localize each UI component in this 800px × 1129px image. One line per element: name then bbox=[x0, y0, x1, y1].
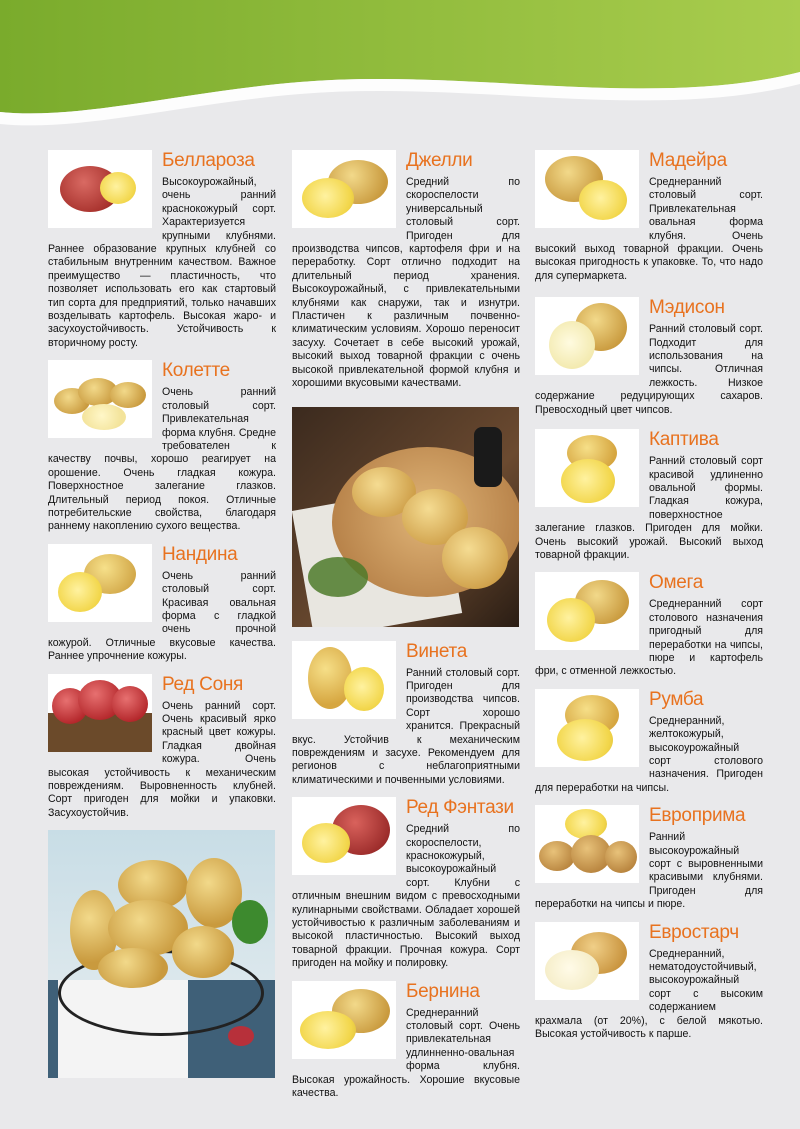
variety-description: Среднеранний, нематодоустойчивый, высокоурожайный сорт с высоким содержанием крахмала (от 20%), с белой мякотью. Высокая устойчивость к парше. bbox=[535, 947, 763, 1041]
column-right bbox=[535, 150, 763, 1042]
scoop-photo bbox=[292, 407, 519, 627]
variety-jelly bbox=[292, 150, 520, 391]
variety-name: Европрима bbox=[649, 805, 746, 827]
column-middle bbox=[292, 150, 520, 1100]
potato-photo bbox=[292, 641, 396, 719]
variety-description: Среднеранний, желтокожурый, высокоурожайный сорт столового назначения. Пригоден для переработки на чипсы. bbox=[535, 714, 763, 794]
potato-photo bbox=[292, 981, 396, 1059]
variety-description: Очень ранний столовый сорт. Привлекательная форма клубня. Средне требователен к качеству почвы, хорошо реагирует на орошение. Очень гладкая кожура. Поверхностное залегание глазков. Длительный период покоя. Отличные потребительские свойства, благодаря раннему накоплению сухого вещества. bbox=[48, 386, 276, 533]
variety-kolette bbox=[48, 360, 276, 533]
variety-rumba bbox=[535, 689, 763, 795]
variety-description: Очень ранний столовый сорт. Красивая овальная форма с гладкой очень прочной кожурой. Отличные вкусовые качества. Раннее упрочнение кожуры. bbox=[48, 569, 276, 663]
variety-name: Мэдисон bbox=[649, 297, 725, 319]
variety-name: Ред Фэнтази bbox=[406, 797, 514, 819]
variety-red-fantasy bbox=[292, 797, 520, 970]
variety-description: Ранний столовый сорт. Пригоден для производства чипсов. Сорт хорошо хранится. Прекрасный вкус. Устойчив к механическим повреждениям и засухе. Рекомендуем для регионов с неблагоприятными климатическими и почвенными условиями. bbox=[292, 666, 520, 786]
variety-description: Средний по скороспелости, краснокожурый, высокоурожайный сорт. Клубни с отличным внешним видом с превосходными кулинарными свойствами. Обладает хорошей устойчивостью к различным заболеваниям и высокой пластичностью. Высокий выход товарной фракции. Прочная кожура. Сорт пригоден на мойку и полировку. bbox=[292, 823, 520, 970]
variety-description: Очень ранний сорт. Очень красивый ярко красный цвет кожуры. Гладкая двойная кожура. Очень высокая устойчивость к механическим повреждениям. Выровненность клубней. Сорт пригоден для мойки и упаковки. Засухоустойчив. bbox=[48, 699, 276, 819]
variety-name: Евростарч bbox=[649, 921, 739, 943]
variety-vineta bbox=[292, 641, 520, 788]
variety-name: Бернина bbox=[406, 980, 480, 1002]
potato-photo bbox=[535, 689, 639, 767]
potato-photo bbox=[292, 150, 396, 228]
potato-photo bbox=[292, 797, 396, 875]
variety-name: Беллароза bbox=[162, 150, 255, 171]
variety-name: Мадейра bbox=[649, 150, 727, 171]
variety-description: Среднеранний столовый сорт. Привлекательная овальная форма клубня. Очень высокий выход товарной фракции. Очень высокая пригодность к упаковке. То, что надо для супермаркета. bbox=[535, 176, 763, 282]
variety-name: Каптива bbox=[649, 429, 719, 451]
variety-nandina bbox=[48, 544, 276, 664]
column-left bbox=[48, 150, 276, 1078]
variety-description: Средний по скороспелости универсальный столовый сорт. Пригоден для производства чипсов, картофеля фри и на переработку. Сорт отлично подходит на длительный период хранения. Высокоурожайный, с привлекательными клубнями как снаружи, так и изнутри. Пластичен к различным почвенно-климатическим условиям. Хорошо переносит засуху. Сочетает в себе высокий урожай, высокий выход товарной фракции с очень высокой привлекательной формой клубня и хорошими вкусовыми качествами. bbox=[292, 176, 520, 390]
variety-bellarosa bbox=[48, 150, 276, 350]
variety-description: Среднеранний столовый сорт. Очень привлекательная удлинненно-овальная форма клубня. Высокая урожайность. Хорошие вкусовые качества. bbox=[292, 1006, 520, 1100]
variety-name: Джелли bbox=[406, 150, 473, 171]
basket-photo bbox=[48, 830, 275, 1078]
variety-captiva bbox=[535, 429, 763, 562]
potato-photo bbox=[535, 150, 639, 228]
variety-europrima bbox=[535, 805, 763, 911]
potato-photo bbox=[535, 805, 639, 883]
variety-bernina bbox=[292, 981, 520, 1101]
variety-description: Ранний высокоурожайный сорт с выровненными красивыми клубнями. Пригоден для переработки на чипсы и пюре. bbox=[535, 831, 763, 911]
variety-madeira bbox=[535, 150, 763, 283]
potato-photo bbox=[48, 150, 152, 228]
potato-photo bbox=[535, 429, 639, 507]
variety-description: Среднеранний сорт столового назначения пригодный для переработки на чипсы, пюре и картофель фри, с отменной лежкостью. bbox=[535, 598, 763, 678]
variety-description: Ранний столовый сорт красивой удлиненно овальной формы. Гладкая кожура, поверхностное залегание глазков. Пригоден для мойки. Очень высокий урожай. Высокий выход товарной фракции. bbox=[535, 455, 763, 561]
variety-description: Ранний столовый сорт. Подходит для использования на чипсы. Отличная лежкость. Низкое содержание редуцирующих сахаров. Превосходный цвет чипсов. bbox=[535, 323, 763, 416]
variety-name: Омега bbox=[649, 572, 703, 594]
potato-photo bbox=[48, 544, 152, 622]
variety-name: Винета bbox=[406, 640, 467, 662]
variety-omega bbox=[535, 572, 763, 678]
variety-name: Колетте bbox=[162, 360, 230, 382]
potato-photo bbox=[535, 297, 639, 375]
potato-photo bbox=[535, 922, 639, 1000]
variety-description: Высокоурожайный, очень ранний краснокожурый сорт. Характеризуется крупными клубнями. Раннее образование крупных клубней со стабильным внутренним качеством. Важное преимущество — пластичность, что позволяет использовать его как стартовый тип сорта для предприятий, только начавших возделывать картофель. Высокая жаро- и засухоустойчивость. Устойчивость к вторичному росту. bbox=[48, 176, 276, 349]
variety-name: Румба bbox=[649, 688, 704, 710]
variety-name: Нандина bbox=[162, 543, 238, 565]
variety-red-sonia bbox=[48, 674, 276, 821]
header-wave bbox=[0, 0, 800, 140]
potato-photo bbox=[48, 360, 152, 438]
variety-name: Ред Соня bbox=[162, 673, 244, 695]
variety-madison bbox=[535, 297, 763, 417]
potato-photo bbox=[535, 572, 639, 650]
potato-photo bbox=[48, 674, 152, 752]
variety-eurostarch bbox=[535, 922, 763, 1042]
